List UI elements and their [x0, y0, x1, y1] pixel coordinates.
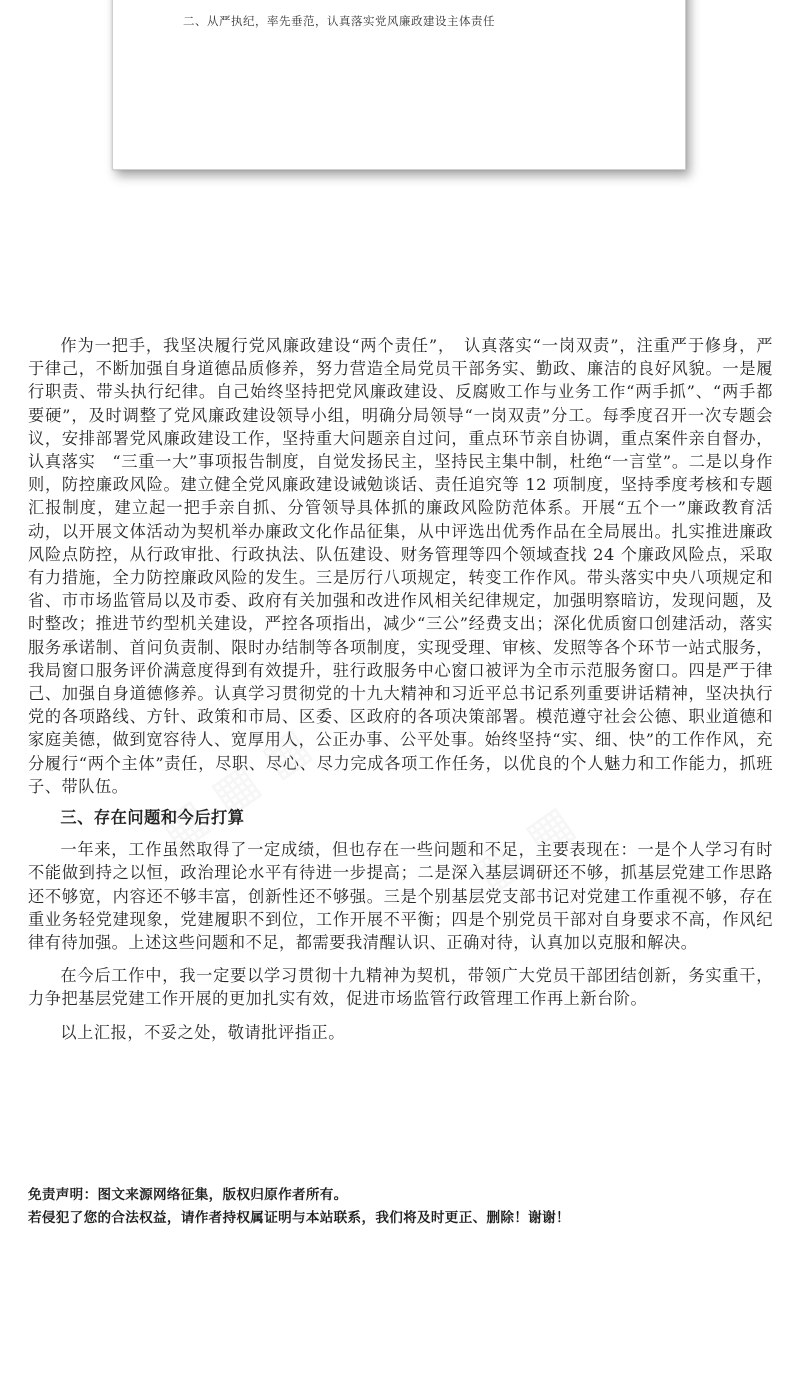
article-body: [28, 334, 773, 1044]
preview-heading-line: 二、从严执纪，率先垂范，认真落实党风廉政建设主体责任: [183, 14, 495, 28]
disclaimer-line: 若侵犯了您的合法权益，请作者持权属证明与本站联系，我们将及时更正、删除！谢谢！: [28, 1210, 570, 1226]
section-heading: 三、存在问题和今后打算: [60, 808, 245, 828]
document-preview-card: [112, 0, 686, 170]
disclaimer-line: 免责声明：图文来源网络征集，版权归原作者所有。: [28, 1187, 348, 1203]
article-paragraph: 作为一把手，我坚决履行党风廉政建设“两个责任”， 认真落实“一岗双责”，注重严于修身，严于律己，不断加强自身道德品质修养，努力营造全局党员干部务实、勤政、廉洁的良好风貌。一是履行职责、带头执行纪律。自己始终坚持把党风廉政建设、反腐败工作与业务工作“两手抓”、“两手都要硬”，及时调整了党风廉政建设领导小组，明确分局领导“一岗双责”分工。每季度召开一次专题会议，安排部署党风廉政建设工作，坚持重大问题亲自过问，重点环节亲自协调，重点案件亲自督办，认真落实 “三重一大”事项报告制度，自觉发扬民主，坚持民主集中制，杜绝“一言堂”。二是以身作则，防控廉政风险。建立健全党风廉政建设诫勉谈话、责任追究等 12 项制度，坚持季度考核和专题汇报制度，建立起一把手亲自抓、分管领导具体抓的廉政风险防范体系。开展“五个一”廉政教育活动，以开展文体活动为契机举办廉政文化作品征集，从中评选出优秀作品在全局展出。扎实推进廉政风险点防控，从行政审批、行政执法、队伍建设、财务管理等四个领域查找 24 个廉政风险点，采取有力措施，全力防控廉政风险的发生。三是厉行八项规定，转变工作作风。带头落实中央八项规定和省、市市场监管局以及市委、政府有关加强和改进作风相关纪律规定，加强明察暗访，发现问题，及时整改；推进节约型机关建设，严控各项指出，减少“三公”经费支出；深化优质窗口创建活动，落实服务承诺制、首问负责制、限时办结制等各项制度，实现受理、审核、发照等各个环节一站式服务，我局窗口服务评价满意度得到有效提升，驻行政服务中心窗口被评为全市示范服务窗口。四是严于律己、加强自身道德修养。认真学习贯彻党的十九大精神和习近平总书记系列重要讲话精神，坚决执行党的各项路线、方针、政策和市局、区委、区政府的各项决策部署。模范遵守社会公德、职业道德和家庭美德，做到宽容待人、宽厚用人，公正办事、公平处事。始终坚持“实、细、快”的工作作风，充分履行“两个主体”责任，尽职、尽心、尽力完成各项工作任务，以优良的个人魅力和工作能力，抓班子、带队伍。: [28, 336, 773, 796]
article-paragraph: 一年来，工作虽然取得了一定成绩，但也存在一些问题和不足，主要表现在：一是个人学习有时不能做到持之以恒，政治理论水平有待进一步提高；二是深入基层调研还不够，抓基层党建工作思路还不够宽，内容还不够丰富，创新性还不够强。三是个别基层党支部书记对党建工作重视不够，存在重业务轻党建现象，党建履职不到位，工作开展不平衡；四是个别党员干部对自身要求不高，作风纪律有待加强。上述这些问题和不足，都需要我清醒认识、正确对待，认真加以克服和解决。: [28, 840, 773, 953]
article-paragraph: 以上汇报，不妥之处，敬请批评指正。: [60, 1022, 345, 1042]
disclaimer: [28, 1184, 570, 1230]
article-paragraph: 在今后工作中，我一定要以学习贯彻十九精神为契机，带领广大党员干部团结创新，务实重干，力争把基层党建工作开展的更加扎实有效，促进市场监管行政管理工作再上新台阶。: [28, 966, 773, 1009]
